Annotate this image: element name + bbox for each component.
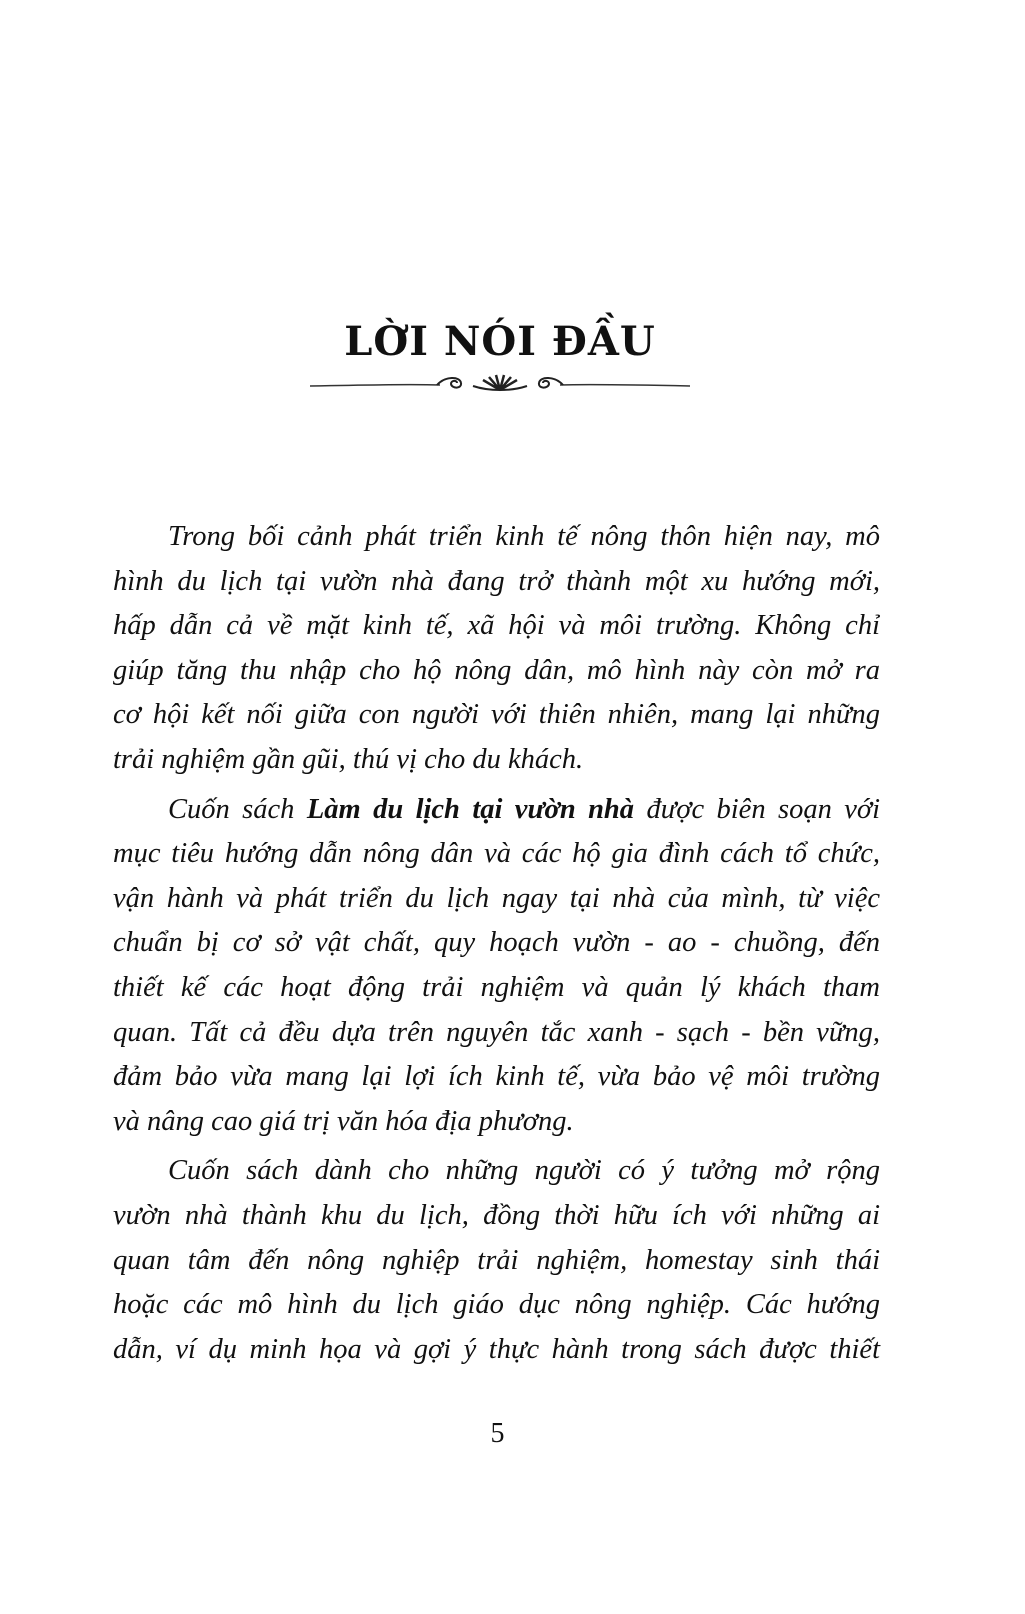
text-line: cơ hội kết nối giữa con người với thiên nhiên, mang lại những: [113, 699, 880, 731]
text-line: trải nghiệm gần gũi, thú vị cho du khách.: [113, 743, 584, 775]
text-line: hấp dẫn cả về mặt kinh tế, xã hội và môi trường. Không chỉ: [113, 610, 880, 642]
text-run: Cuốn sách: [168, 793, 307, 825]
text-line: dẫn, ví dụ minh họa và gợi ý thực hành trong sách được thiết: [113, 1333, 880, 1365]
text-line: và nâng cao giá trị văn hóa địa phương.: [113, 1105, 574, 1137]
paragraph-1: [113, 515, 880, 783]
page-title: LỜI NÓI ĐẦU: [344, 318, 656, 365]
text-line: đảm bảo vừa mang lại lợi ích kinh tế, vừa bảo vệ môi trường: [113, 1061, 880, 1093]
text-run: được biên soạn với: [634, 793, 881, 825]
text-line: giúp tăng thu nhập cho hộ nông dân, mô hình này còn mở ra: [113, 654, 880, 686]
book-title: Làm du lịch tại vườn nhà: [306, 793, 635, 825]
page-number: 5: [490, 1418, 505, 1449]
text-line: quan tâm đến nông nghiệp trải nghiệm, homestay sinh thái: [113, 1244, 880, 1276]
text-line: chuẩn bị cơ sở vật chất, quy hoạch vườn - ao - chuồng, đến: [113, 927, 880, 959]
text-line: quan. Tất cả đều dựa trên nguyên tắc xanh - sạch - bền vững,: [113, 1016, 880, 1048]
text-line: thiết kế các hoạt động trải nghiệm và quản lý khách tham: [113, 971, 880, 1003]
text-line: [113, 788, 880, 833]
text-line: Trong bối cảnh phát triển kinh tế nông thôn hiện nay, mô: [168, 521, 880, 552]
body-text: [113, 515, 880, 1377]
ornament-divider-icon: [305, 368, 695, 398]
text-line: Cuốn sách dành cho những người có ý tưởng mở rộng: [168, 1155, 880, 1187]
paragraph-3: [113, 1149, 880, 1372]
text-line: hoặc các mô hình du lịch giáo dục nông nghiệp. Các hướng: [113, 1289, 880, 1321]
paragraph-2: [113, 788, 880, 1145]
text-line: vận hành và phát triển du lịch ngay tại nhà của mình, từ việc: [113, 882, 880, 914]
text-line: mục tiêu hướng dẫn nông dân và các hộ gia đình cách tổ chức,: [113, 838, 880, 870]
text-line: hình du lịch tại vườn nhà đang trở thành một xu hướng mới,: [113, 565, 880, 597]
text-line: vườn nhà thành khu du lịch, đồng thời hữu ích với những ai: [113, 1199, 880, 1231]
